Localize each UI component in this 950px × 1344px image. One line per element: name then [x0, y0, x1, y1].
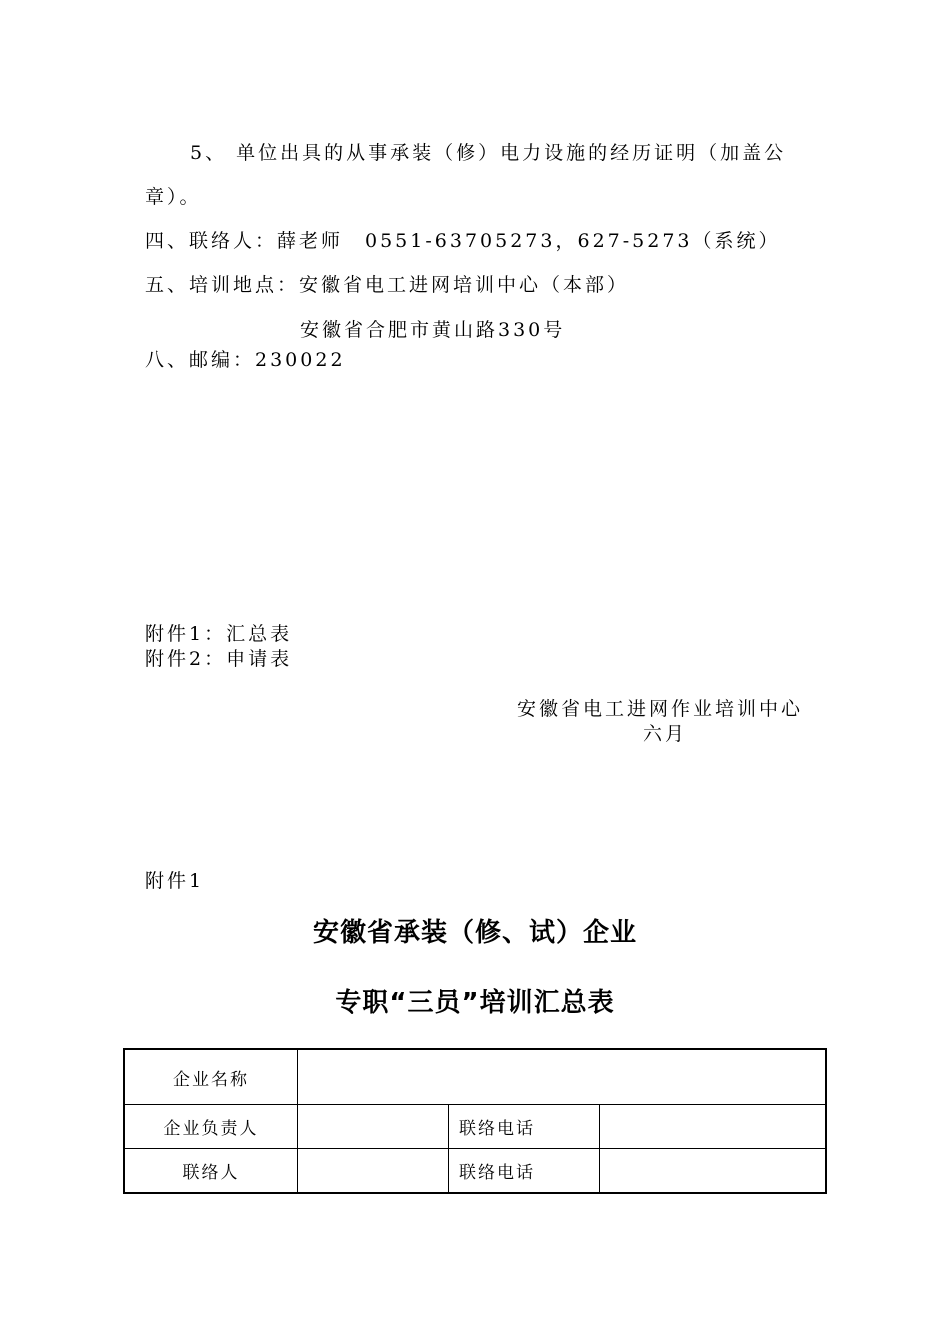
training-address-line: 安徽省合肥市黄山路330号 — [300, 319, 566, 341]
contact-person-field[interactable] — [298, 1149, 449, 1194]
postcode-line: 八、邮编：230022 — [145, 349, 346, 371]
attachment-1-line: 附件1：汇总表 — [145, 623, 293, 645]
table-row — [124, 1149, 826, 1194]
annex-label: 附件1 — [145, 870, 205, 892]
signature-organization: 安徽省电工进网作业培训中心 — [517, 698, 804, 720]
form-title-line-1: 安徽省承装（修、试）企业 — [312, 918, 637, 948]
item-5-line-2: 章）。 — [145, 186, 202, 208]
table-row — [124, 1049, 826, 1105]
responsible-person-label: 企业负责人 — [124, 1105, 298, 1149]
item-5-line-1: 5、 单位出具的从事承装（修）电力设施的经历证明（加盖公 — [190, 142, 787, 164]
contact-person-label: 联络人 — [124, 1149, 298, 1194]
contact-phone-field[interactable] — [600, 1149, 827, 1194]
table-row — [124, 1105, 826, 1149]
summary-form-table — [123, 1048, 827, 1194]
form-title-line-2: 专职“三员”培训汇总表 — [335, 988, 615, 1018]
phone-field[interactable] — [600, 1105, 827, 1149]
company-name-label: 企业名称 — [124, 1049, 298, 1105]
contact-phone-label: 联络电话 — [449, 1149, 600, 1194]
phone-label: 联络电话 — [449, 1105, 600, 1149]
company-name-field[interactable] — [298, 1049, 827, 1105]
attachment-2-line: 附件2：申请表 — [145, 648, 293, 670]
contact-line: 四、联络人：薛老师 0551-63705273，627-5273（系统） — [145, 230, 781, 252]
responsible-person-field[interactable] — [298, 1105, 449, 1149]
signature-date: 六月 — [643, 723, 688, 745]
training-location-line: 五、培训地点：安徽省电工进网培训中心（本部） — [145, 274, 630, 296]
